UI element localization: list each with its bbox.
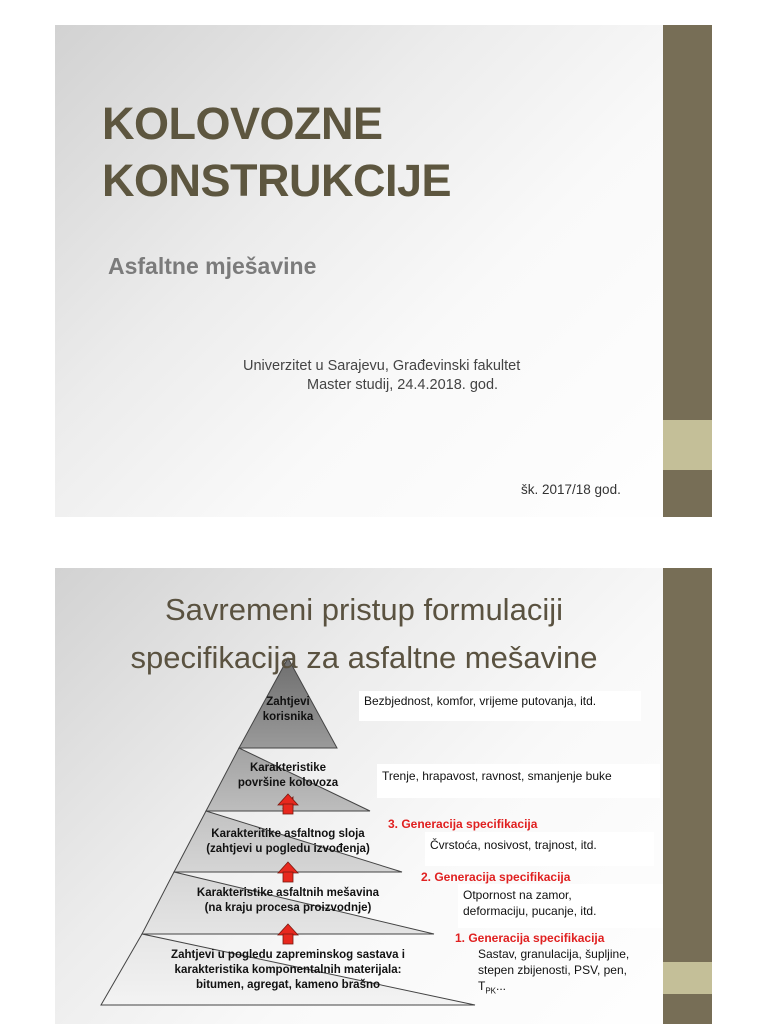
description-line: stepen zbijenosti, PSV, pen, — [478, 963, 627, 977]
generation-3-label: 3. Generacija specifikacija — [388, 817, 538, 831]
level-label-line: karakteristika komponentalnih materijala: — [174, 964, 402, 976]
level-label-line: (na kraju procesa proizvodnje) — [204, 902, 372, 914]
side-bar-accent — [663, 420, 712, 470]
title-line-2: KONSTRUKCIJE — [102, 155, 452, 206]
description-text: Trenje, hrapavost, ravnost, smanjenje buke — [382, 769, 612, 783]
level-label-line: Karakteristike — [249, 762, 327, 774]
ellipsis: ... — [496, 979, 507, 993]
institution-info — [243, 357, 520, 395]
generation-2-label: 2. Generacija specifikacija — [421, 870, 571, 884]
side-bar-accent — [663, 962, 712, 994]
slide-title — [65, 586, 663, 682]
description-line: deformaciju, pucanje, itd. — [463, 904, 597, 918]
description-line — [478, 978, 658, 999]
description-text: Čvrstoća, nosivost, trajnost, itd. — [430, 838, 597, 852]
slide-title-line-1: Savremeni pristup formulaciji — [165, 592, 563, 627]
level-2-label — [223, 761, 353, 791]
level-label-line: Zahtjevi u pogledu zapreminskog sastava i — [171, 949, 405, 961]
level-label-line: (zahtjevi u pogledu izvođenja) — [206, 843, 370, 855]
level-3-label — [185, 827, 391, 857]
slide-title-line-2: specifikacija za asfaltne mešavine — [130, 640, 598, 675]
slide-1 — [55, 25, 712, 517]
t-symbol: T — [478, 979, 486, 993]
level-1-label — [251, 695, 325, 725]
level-label-line: bitumen, agregat, kameno brašno — [195, 979, 381, 991]
description-box-3 — [425, 832, 654, 866]
level-label-line: površine kolovoza — [237, 777, 339, 789]
description-box-2 — [377, 764, 660, 798]
level-label-line: Karakteritike asfaltnog sloja — [211, 828, 365, 840]
level-label-line: Zahtjevi — [266, 696, 310, 708]
generation-1-label: 1. Generacija specifikacija — [455, 931, 605, 945]
slide-2 — [55, 568, 712, 1024]
school-year: šk. 2017/18 god. — [521, 482, 621, 497]
description-box-4 — [458, 884, 663, 928]
side-bar-bottom — [663, 470, 712, 517]
institution-line: Univerzitet u Sarajevu, Građevinski fakultet — [243, 358, 521, 374]
level-label-line: korisnika — [262, 711, 314, 723]
description-line: Otpornost na zamor, — [463, 888, 572, 902]
t-subscript: PK — [485, 986, 497, 996]
description-box-1 — [359, 691, 641, 721]
description-box-5 — [473, 944, 663, 1002]
level-label-line: Karakteristike asfaltnih mešavina — [196, 887, 380, 899]
description-line: Sastav, granulacija, šupljine, — [478, 947, 630, 961]
side-bar-bottom — [663, 994, 712, 1024]
side-bar-top — [663, 25, 712, 420]
title-line-1: KOLOVOZNE — [102, 98, 383, 149]
date-line: Master studij, 24.4.2018. god. — [307, 377, 499, 393]
level-5-label — [133, 948, 443, 993]
description-text: Bezbjednost, komfor, vrijeme putovanja, itd. — [364, 694, 597, 708]
level-4-label — [155, 886, 421, 916]
presentation-title — [102, 95, 451, 209]
presentation-subtitle: Asfaltne mješavine — [108, 253, 317, 279]
side-bar-top — [663, 568, 712, 962]
